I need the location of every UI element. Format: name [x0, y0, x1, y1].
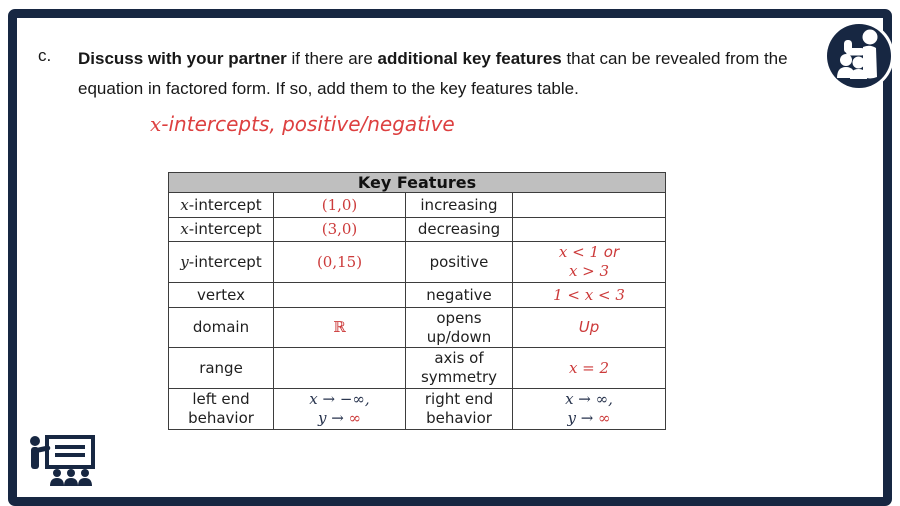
prompt-part: if there are [286, 49, 378, 68]
table-cell: Up [513, 308, 666, 348]
table-cell [513, 193, 666, 218]
item-label: c. [38, 46, 52, 65]
table-cell: (3,0) [274, 218, 406, 242]
table-cell: axis of symmetry [406, 348, 513, 389]
table-cell: left end behavior [169, 389, 274, 430]
presenter-with-board-icon [26, 434, 98, 486]
table-cell: decreasing [406, 218, 513, 242]
table-row [169, 242, 666, 283]
table-cell [274, 283, 406, 308]
table-cell: domain [169, 308, 274, 348]
table-row [169, 389, 666, 430]
table-cell: range [169, 348, 274, 389]
table-cell: x → ∞, y → ∞ [513, 389, 666, 430]
prompt-block [38, 44, 798, 104]
table-header-row [169, 173, 666, 193]
table-cell: increasing [406, 193, 513, 218]
prompt-part: Discuss with your partner [78, 49, 287, 68]
table-cell: y-intercept [169, 242, 274, 283]
key-features-table [168, 172, 666, 430]
annotation-rest: -intercepts, positive/negative [161, 112, 455, 136]
table-cell: x → −∞, y → ∞ [274, 389, 406, 430]
table-cell: ℝ [274, 308, 406, 348]
handwritten-annotation [150, 112, 455, 136]
table-title: Key Features [169, 173, 666, 193]
table-cell: x-intercept [169, 193, 274, 218]
prompt-text [78, 44, 796, 104]
table-cell: negative [406, 283, 513, 308]
table-body [169, 193, 666, 430]
table-row [169, 308, 666, 348]
table-cell: vertex [169, 283, 274, 308]
teacher-with-students-icon [822, 19, 896, 93]
table-cell [274, 348, 406, 389]
table-cell: (1,0) [274, 193, 406, 218]
annotation-math-x: x [150, 112, 162, 136]
table-cell: (0,15) [274, 242, 406, 283]
prompt-part: that can be revealed from the equation in factored form. If so, add them to the key features table. [78, 49, 788, 98]
table-cell: positive [406, 242, 513, 283]
table-cell: x-intercept [169, 218, 274, 242]
table-row [169, 193, 666, 218]
table-cell: x = 2 [513, 348, 666, 389]
prompt-part: additional key features [377, 49, 562, 68]
table-cell: right end behavior [406, 389, 513, 430]
table-cell: x < 1 or x > 3 [513, 242, 666, 283]
table-cell: 1 < x < 3 [513, 283, 666, 308]
table-cell: opens up/down [406, 308, 513, 348]
table-row [169, 283, 666, 308]
table-row [169, 218, 666, 242]
table-cell [513, 218, 666, 242]
table-row [169, 348, 666, 389]
